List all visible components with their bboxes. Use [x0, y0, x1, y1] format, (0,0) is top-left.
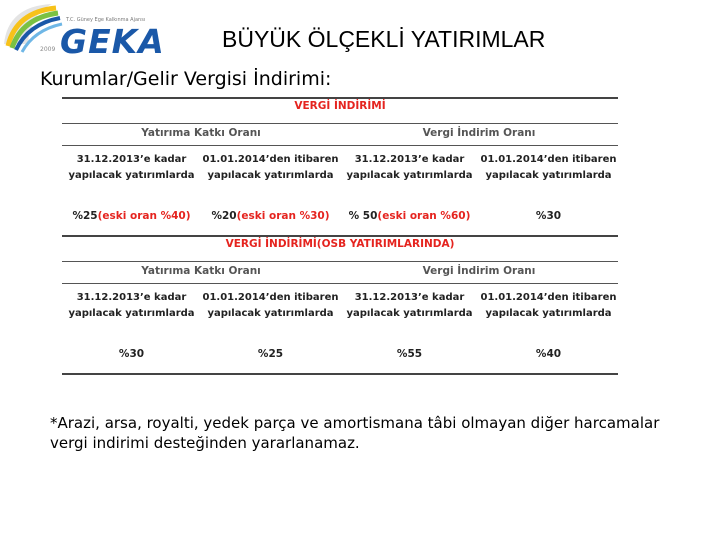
table2-value: %40: [535, 348, 562, 360]
table2-column-header: 31.12.2013’e kadar yapılacak yatırımlarda: [346, 292, 473, 319]
geka-logo: [0, 0, 170, 62]
table2-column-header: 31.12.2013’e kadar yapılacak yatırımlarda: [68, 292, 195, 319]
table1-column-header: 01.01.2014’den itibaren yapılacak yatırımlarda: [202, 154, 339, 181]
logo-subtitle: T.C. Güney Ege Kalkınma Ajansı: [66, 17, 146, 23]
table1-column-header: 31.12.2013’e kadar yapılacak yatırımlarda: [346, 154, 473, 181]
table-divider: [62, 97, 618, 99]
table2-title: VERGİ İNDİRİMİ(OSB YATIRIMLARINDA): [225, 238, 455, 250]
table-divider: [62, 283, 618, 284]
table1-title: VERGİ İNDİRİMİ: [294, 100, 386, 112]
section-title: Kurumlar/Gelir Vergisi İndirimi:: [40, 68, 332, 90]
table2-value: %55: [396, 348, 423, 360]
tax-deduction-table: [62, 97, 618, 377]
page-title: BÜYÜK ÖLÇEKLİ YATIRIMLAR: [222, 26, 546, 52]
logo-year: 2009: [40, 46, 56, 53]
table2-value: %30: [118, 348, 145, 360]
table-divider: [62, 261, 618, 262]
table-divider: [62, 123, 618, 124]
table1-value: %20(eski oran %30): [211, 210, 330, 222]
table2-header-deduction: Vergi İndirim Oranı: [422, 265, 536, 277]
table-divider: [62, 373, 618, 375]
table1-value: %25(eski oran %40): [72, 210, 191, 222]
table1-header-contribution: Yatırıma Katkı Oranı: [141, 127, 261, 139]
table-divider: [62, 235, 618, 237]
table1-value: %30: [535, 210, 562, 222]
footnote: *Arazi, arsa, royalti, yedek parça ve amortismana tâbi olmayan diğer harcamalar vergi indirimi desteğinden yararlanamaz.: [50, 414, 660, 452]
table2-header-contribution: Yatırıma Katkı Oranı: [141, 265, 261, 277]
table1-header-deduction: Vergi İndirim Oranı: [422, 127, 536, 139]
table-divider: [62, 145, 618, 146]
logo-name: GEKA: [60, 22, 165, 61]
table2-value: %25: [257, 348, 284, 360]
table1-column-header: 01.01.2014’den itibaren yapılacak yatırımlarda: [480, 154, 617, 181]
table1-value: % 50(eski oran %60): [348, 210, 471, 222]
table1-column-header: 31.12.2013’e kadar yapılacak yatırımlarda: [68, 154, 195, 181]
table2-column-header: 01.01.2014’den itibaren yapılacak yatırımlarda: [480, 292, 617, 319]
table2-column-header: 01.01.2014’den itibaren yapılacak yatırımlarda: [202, 292, 339, 319]
